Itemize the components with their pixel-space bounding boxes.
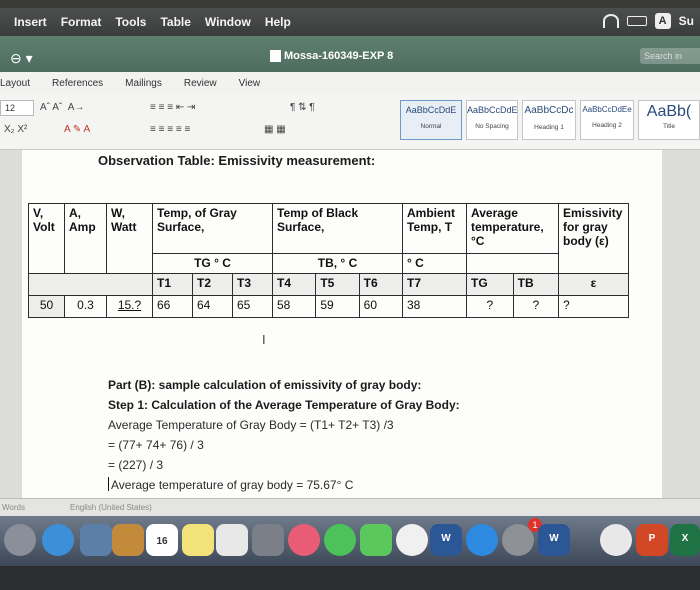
observation-table[interactable] [28,203,629,318]
tab-references[interactable]: References [52,77,104,89]
style-name: Title [662,123,676,130]
font-size-value: 12 [5,103,16,113]
style-normal[interactable] [400,100,462,140]
word-icon[interactable] [430,524,462,556]
photos-icon[interactable] [288,524,320,556]
stickies-icon[interactable] [182,524,214,556]
window-title-bar [0,36,700,72]
tab-mailings[interactable]: Mailings [125,77,162,89]
tab-view[interactable]: View [238,77,261,89]
word-letter: W [441,533,451,544]
powerpoint-icon[interactable] [636,524,668,556]
cell-epsilon[interactable]: ? [559,296,629,318]
excel-icon[interactable] [670,524,700,556]
part-b-title: Part (B): sample calculation of emissivity of gray body: [108,378,422,392]
header-average: Average temperature, °C [467,204,559,254]
input-source-icon[interactable]: A [655,13,671,29]
menu-table[interactable]: Table [160,15,191,29]
header-watt: W, Watt [107,204,153,274]
document-title: Mossa-160349-EXP 8 [284,50,394,62]
grow-font-icon[interactable]: Aˆ Aˇ A→ [40,102,85,113]
battery-icon[interactable] [627,16,647,26]
cell-t4[interactable]: 58 [273,296,316,318]
subheader-t2: T2 [193,274,233,296]
bullets-icon[interactable]: ≡ ≡ ≡ ⇤ ⇥ [150,102,196,113]
cell-amp[interactable]: 0.3 [65,296,107,318]
subscript-icon[interactable]: X₂ X² [4,124,28,135]
search-input[interactable]: Search in [640,48,700,64]
table-row [29,296,629,318]
notes-icon[interactable] [112,524,144,556]
style-heading-2[interactable] [580,100,634,140]
paragraph-marks-icon[interactable]: ¶ ⇅ ¶ [290,102,315,113]
calc-line: Average Temperature of Gray Body = (T1+ T2+ T3) /3 [108,418,394,432]
style-sample: AaBbCcDdE [405,105,457,115]
header-emissivity: Emissivity for gray body (ε) [559,204,629,274]
style-sample: AaBbCcDdE [467,105,518,115]
subheader-empty [29,274,153,296]
subheader-t6: T6 [359,274,402,296]
cell-t7[interactable]: 38 [403,296,467,318]
header-volt: V, Volt [29,204,65,274]
menu-window[interactable]: Window [204,15,251,29]
subheader-t1: T1 [153,274,193,296]
save-icon[interactable]: ⊖ ▾ [10,50,33,66]
subheader-epsilon: ε [559,274,629,296]
style-title[interactable] [638,100,700,140]
notification-badge: 1 [528,518,542,532]
subheader-t7: T7 [403,274,467,296]
mac-dock [0,516,700,566]
cell-t1[interactable]: 66 [153,296,193,318]
calc-line-final [108,475,394,495]
menu-tools[interactable]: Tools [115,15,147,29]
subheader-t4: T4 [273,274,316,296]
calendar-day: 16 [156,536,168,547]
font-size-select[interactable] [0,100,34,116]
style-name: Heading 2 [592,122,622,129]
reminders-icon[interactable] [216,524,248,556]
header-amp: A, Amp [65,204,107,274]
safari-icon[interactable] [42,524,74,556]
style-name: Normal [420,123,442,130]
word-letter: W [549,533,559,544]
styles-gallery [400,100,700,140]
text-caret [108,477,109,491]
cell-watt[interactable]: 15.? [107,296,153,318]
style-sample: AaBbCcDc [524,105,574,116]
tab-review[interactable]: Review [183,77,217,89]
table-subheader-row [29,274,629,296]
unit-average-empty [467,254,559,274]
launchpad-icon[interactable] [4,524,36,556]
header-temp-black: Temp of Black Surface, [273,204,403,254]
font-color-icon[interactable]: A ✎ A [64,124,91,135]
unit-tb: TB, ° C [273,254,403,274]
unit-tg: TG ° C [153,254,273,274]
ppt-letter: P [648,533,656,544]
menu-format[interactable]: Format [60,15,102,29]
facetime-icon[interactable] [360,524,392,556]
language-indicator[interactable]: English (United States) [70,503,152,512]
part-b-heading [108,375,460,415]
cell-t2[interactable]: 64 [193,296,233,318]
cell-t6[interactable]: 60 [359,296,402,318]
ribbon-tab-bar [0,72,700,94]
shading-icon[interactable]: ▦ ▦ [264,124,286,135]
header-ambient: Ambient Temp, T [403,204,467,254]
cell-t5[interactable]: 59 [316,296,359,318]
style-heading-1[interactable] [522,100,576,140]
calc-line: = (227) / 3 [108,458,164,472]
app-store-icon[interactable] [466,524,498,556]
style-sample: AaBbCcDdEe [582,105,632,114]
table-title: Observation Table: Emissivity measurement: [98,153,376,168]
style-no-spacing[interactable] [466,100,518,140]
photos-preview-icon[interactable] [80,524,112,556]
subheader-tb: TB [513,274,558,296]
align-icon[interactable]: ≡ ≡ ≡ ≡ ≡ [150,124,191,135]
subheader-t5: T5 [316,274,359,296]
cell-volt[interactable]: 50 [29,296,65,318]
unit-ambient: ° C [403,254,467,274]
wifi-icon[interactable] [603,14,619,28]
document-icon [270,50,281,62]
header-temp-gray: Temp, of Gray Surface, [153,204,273,254]
word-count[interactable]: Words [2,503,25,512]
menu-insert[interactable]: Insert [14,15,47,29]
style-name: No Spacing [475,123,509,130]
cell-t3[interactable]: 65 [233,296,273,318]
mouse-ibeam-cursor: I [262,332,266,347]
monitor-bezel-bottom [0,566,700,590]
chrome-icon[interactable] [600,524,632,556]
calculation-block[interactable] [108,415,394,495]
menu-help[interactable]: Help [264,15,291,29]
status-bar [0,498,700,516]
table-header-row [29,204,629,254]
messages-icon[interactable] [324,524,356,556]
ribbon-home [0,94,700,150]
itunes-icon[interactable] [396,524,428,556]
subheader-tg: TG [467,274,514,296]
calc-line: = (77+ 74+ 76) / 3 [108,438,204,452]
cell-tg[interactable]: ? [467,296,514,318]
menu-extras [603,13,694,29]
mac-menu-bar [0,8,700,36]
style-name: Heading 1 [534,124,564,131]
calc-line: Average temperature of gray body = 75.67° C [111,478,354,492]
word-icon-2[interactable] [538,524,570,556]
style-sample: AaBb( [646,103,692,120]
cell-tb[interactable]: ? [513,296,558,318]
subheader-t3: T3 [233,274,273,296]
monitor-bezel-top [0,0,700,8]
user-menu[interactable]: Su [678,14,694,28]
step1-title: Step 1: Calculation of the Average Temperature of Gray Body: [108,398,460,412]
excel-letter: X [681,533,689,544]
calendar-icon[interactable] [146,524,178,556]
tab-layout[interactable]: Layout [0,77,31,89]
image-capture-icon[interactable] [252,524,284,556]
